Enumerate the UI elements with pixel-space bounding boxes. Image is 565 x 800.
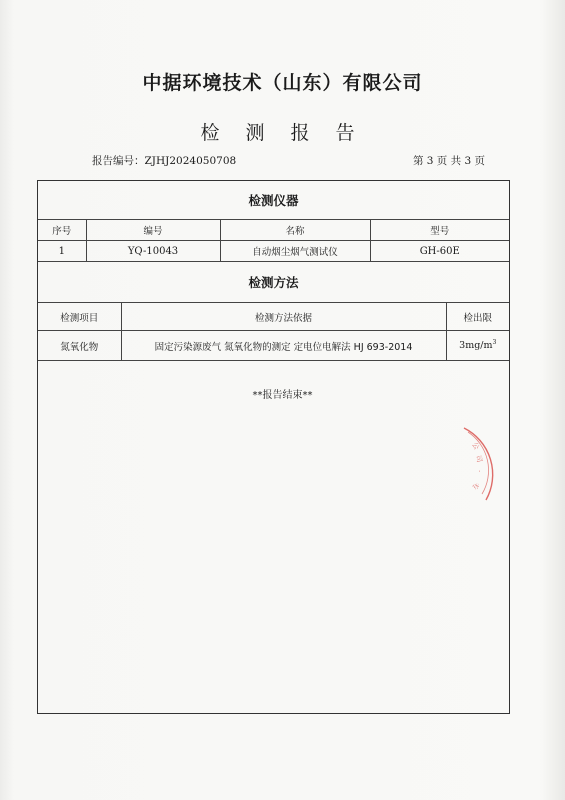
- cell-code: YQ-10043: [86, 241, 220, 262]
- svg-text:专: 专: [470, 481, 480, 491]
- svg-text:司: 司: [474, 454, 484, 464]
- document-title: 检 测 报 告: [200, 122, 365, 144]
- svg-text:·: ·: [475, 470, 483, 473]
- col-header-seq: 序号: [38, 220, 86, 241]
- col-header-basis: 检测方法依据: [121, 303, 446, 331]
- page-info: 第 3 页 共 3 页: [412, 155, 485, 167]
- table-row: [38, 331, 509, 361]
- cell-basis: 固定污染源废气 氮氧化物的测定 定电位电解法 HJ 693-2014: [121, 331, 446, 361]
- report-number: [92, 153, 236, 168]
- limit-value: 3mg/m: [459, 340, 493, 352]
- company-name: 中据环境技术（山东）有限公司: [142, 72, 423, 94]
- cell-name: 自动烟尘烟气测试仪: [220, 241, 370, 262]
- col-header-model: 型号: [370, 220, 509, 241]
- col-header-item: 检测项目: [38, 303, 121, 331]
- seal-stamp: [452, 420, 522, 510]
- col-header-code: 编号: [86, 220, 220, 241]
- report-number-value: ZJHJ2024050708: [144, 155, 237, 167]
- limit-superscript: 3: [492, 339, 497, 347]
- cell-model: GH-60E: [370, 241, 509, 262]
- cell-seq: 1: [38, 241, 86, 262]
- report-end-mark: **报告结束**: [252, 390, 313, 401]
- cell-item: 氮氧化物: [38, 331, 121, 361]
- instruments-table: [38, 181, 509, 262]
- cell-limit: [446, 331, 509, 361]
- col-header-limit: 检出限: [446, 303, 509, 331]
- svg-text:公: 公: [470, 441, 481, 452]
- methods-section-title: 检测方法: [38, 262, 509, 303]
- report-frame: [37, 180, 510, 714]
- table-row: [38, 241, 509, 262]
- instruments-section-title: 检测仪器: [38, 181, 509, 220]
- methods-table: [38, 262, 509, 361]
- report-number-label: 报告编号：: [92, 155, 145, 167]
- col-header-name: 名称: [220, 220, 370, 241]
